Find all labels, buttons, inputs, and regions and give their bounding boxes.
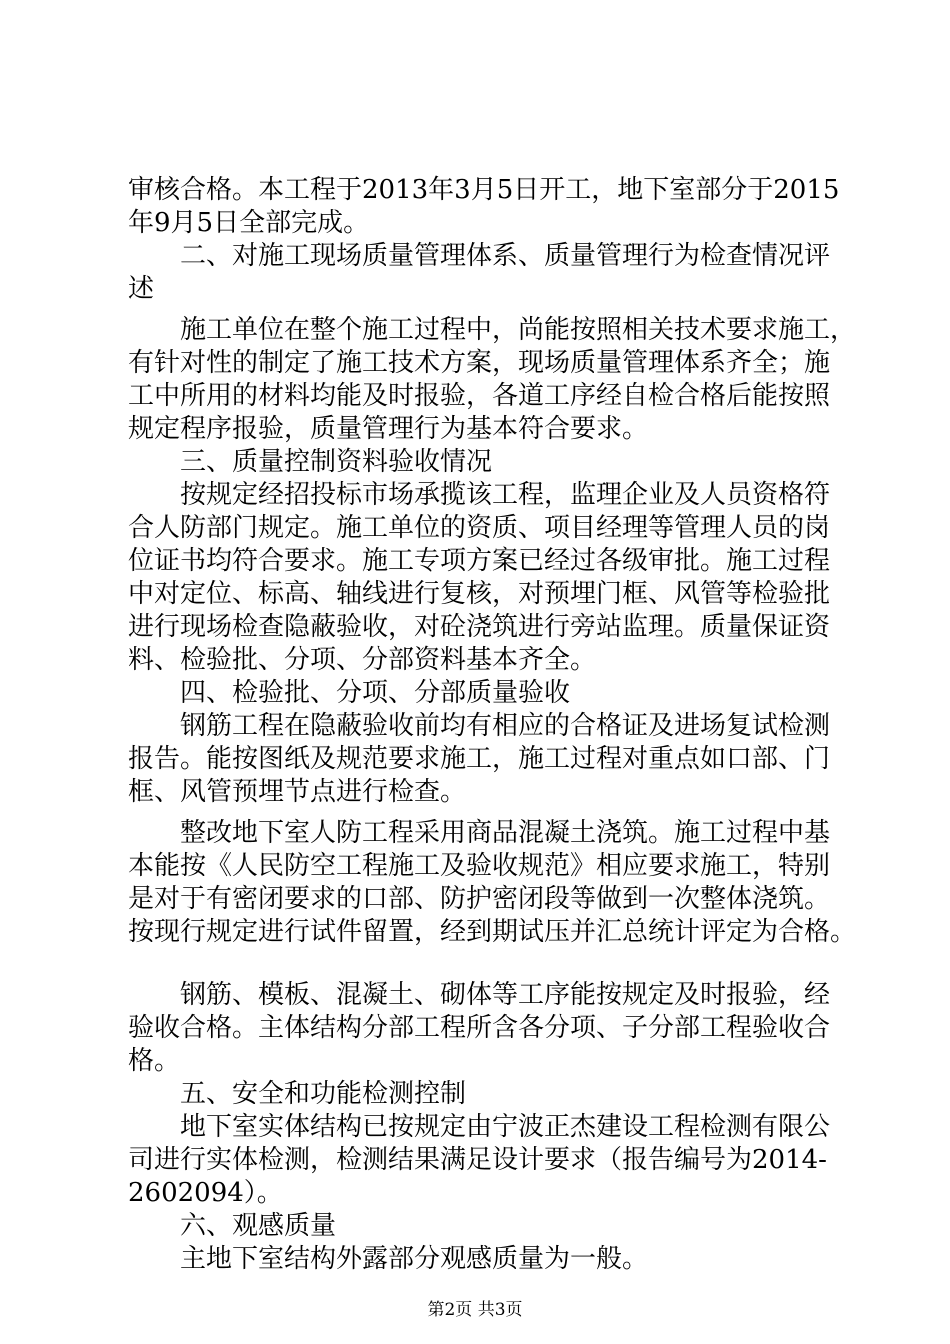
body-line: 施工单位在整个施工过程中，尚能按照相关技术要求施工，	[180, 315, 857, 345]
body-line: 报告。能按图纸及规范要求施工，施工过程对重点如口部、门	[128, 744, 831, 774]
section-heading-3: 三、质量控制资料验收情况	[180, 447, 493, 477]
section-heading-2-cont: 述	[128, 274, 155, 304]
body-line: 本能按《人民防空工程施工及验收规范》相应要求施工，特别	[128, 851, 831, 881]
body-line: 规定程序报验，质量管理行为基本符合要求。	[128, 414, 649, 444]
page-number-label: 第2页 共3页	[427, 1300, 523, 1320]
body-line: 司进行实体检测，检测结果满足设计要求（报告编号为2014-	[128, 1145, 827, 1175]
body-line: 位证书均符合要求。施工专项方案已经过各级审批。施工过程	[128, 546, 831, 576]
body-line: 按规定经招投标市场承揽该工程，监理企业及人员资格符	[180, 480, 831, 510]
body-line: 格。	[128, 1046, 181, 1076]
body-line: 按现行规定进行试件留置，经到期试压并汇总统计评定为合格。	[128, 917, 857, 947]
body-line: 中对定位、标高、轴线进行复核，对预埋门框、风管等检验批	[128, 579, 831, 609]
body-line: 有针对性的制定了施工技术方案，现场质量管理体系齐全；施	[128, 348, 831, 378]
body-line: 是对于有密闭要求的口部、防护密闭段等做到一次整体浇筑。	[128, 884, 831, 914]
body-line: 框、风管预埋节点进行检查。	[128, 777, 467, 807]
body-line: 合人防部门规定。施工单位的资质、项目经理等管理人员的岗	[128, 513, 831, 543]
document-body	[128, 174, 857, 1276]
body-line: 工中所用的材料均能及时报验，各道工序经自检合格后能按照	[128, 381, 831, 411]
body-line: 2602094）。	[128, 1178, 283, 1208]
body-line: 钢筋、模板、混凝土、砌体等工序能按规定及时报验，经	[180, 980, 831, 1010]
body-line: 地下室实体结构已按规定由宁波正杰建设工程检测有限公	[180, 1112, 831, 1142]
section-heading-5: 五、安全和功能检测控制	[180, 1079, 467, 1109]
page-footer	[0, 1299, 950, 1321]
section-heading-2: 二、对施工现场质量管理体系、质量管理行为检查情况评	[180, 241, 831, 271]
section-heading-6: 六、观感质量	[180, 1211, 337, 1241]
body-line: 料、检验批、分项、分部资料基本齐全。	[128, 645, 597, 675]
body-line: 钢筋工程在隐蔽验收前均有相应的合格证及进场复试检测	[180, 711, 831, 741]
body-line: 主地下室结构外露部分观感质量为一般。	[180, 1244, 649, 1274]
body-line: 年9月5日全部完成。	[128, 208, 370, 238]
body-line: 验收合格。主体结构分部工程所含各分项、子分部工程验收合	[128, 1013, 831, 1043]
section-heading-4: 四、检验批、分项、分部质量验收	[180, 678, 571, 708]
body-line: 审核合格。本工程于2013年3月5日开工，地下室部分于2015	[128, 175, 840, 205]
body-line: 整改地下室人防工程采用商品混凝土浇筑。施工过程中基	[180, 818, 831, 848]
body-line: 进行现场检查隐蔽验收，对砼浇筑进行旁站监理。质量保证资	[128, 612, 831, 642]
